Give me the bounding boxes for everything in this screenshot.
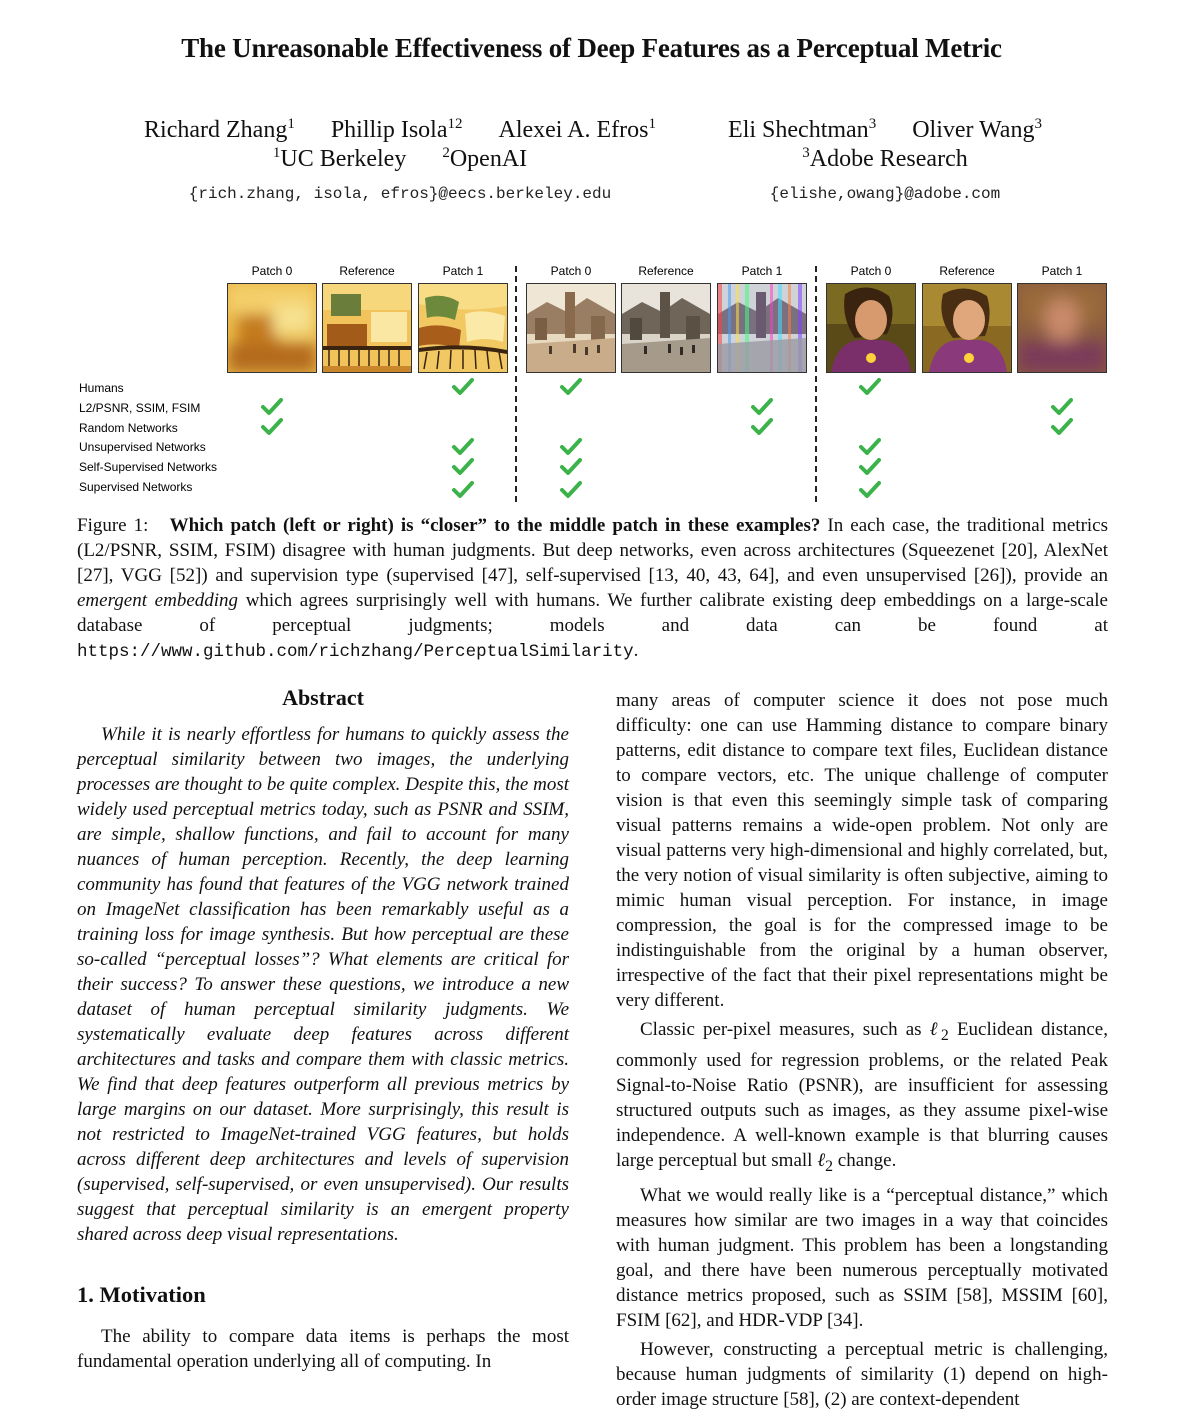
paragraph: The ability to compare data items is perhaps the most fundamental operation underlying all of computing. In	[77, 1326, 569, 1372]
row-label-humans: Humans	[79, 381, 124, 395]
right-column	[616, 688, 1108, 1416]
checkmark-icon	[859, 458, 881, 476]
image-patch-ruins-color-noise	[717, 283, 807, 373]
affiliation-mark: 12	[447, 116, 463, 132]
math-subscript: 2	[825, 1157, 834, 1175]
checkmark-icon	[261, 398, 283, 416]
group-separator	[815, 266, 817, 502]
image-patch-reference-girl	[922, 283, 1012, 373]
paper-title: The Unreasonable Effectiveness of Deep Features as a Perceptual Metric	[181, 33, 1002, 63]
image-patch-ruins-warm	[526, 283, 616, 373]
patch-header: Patch 1	[442, 264, 484, 278]
checkmark-icon	[452, 481, 474, 499]
affiliation-mark: 1	[272, 145, 281, 161]
affiliation-mark: 3	[1034, 116, 1042, 132]
author-name: Oliver Wang	[912, 117, 1035, 143]
author-name: Eli Shechtman	[728, 117, 869, 143]
affiliation-mark: 2	[442, 145, 450, 161]
patch-header: Patch 0	[850, 264, 892, 278]
paragraph: many areas of computer science it does not pose much difficulty: one can use Hamming distance to compare binary patterns, edit distance to compare text files, Euclidean distance to compare vectors, etc. The unique challenge of computer vision is that even this seemingly simple task of comparing visual patterns remains a wide-open problem. Not only are visual patterns very high-dimensional and highly correlated, but, the very notion of visual similarity is often subjective, aiming to mimic human visual perception. For instance, in image compression, the goal is for the compressed image to be indistinguishable from the original by a human observer, irrespective of the fact that their pixel representations might be very different.	[616, 690, 1108, 1011]
patch-header: Reference	[939, 264, 995, 278]
row-label-unsupervised: Unsupervised Networks	[79, 440, 206, 454]
author-email-left: {rich.zhang, isola, efros}@eecs.berkeley.edu	[188, 185, 612, 203]
checkmark-icon	[751, 398, 773, 416]
section-heading-motivation: 1. Motivation	[77, 1282, 206, 1307]
patch-header: Patch 1	[741, 264, 783, 278]
checkmark-icon	[859, 378, 881, 396]
abstract-body: While it is nearly effortless for humans to quickly assess the perceptual similarity between two images, the underlying processes are thought to be quite complex. Despite this, the most widely used perceptual metrics today, such as PSNR and SSIM, are simple, shallow functions, and fail to account for many nuances of human perception. Recently, the deep learning community has found that features of the VGG network trained on ImageNet classification has been remarkably useful as a training loss for image synthesis. But how perceptual are these so-called “perceptual losses”? What elements are critical for their success? To answer these questions, we introduce a new dataset of human perceptual similarity judgments. We systematically evaluate deep features across different architectures and tasks and compare them with classic metrics. We find that deep features outperform all previous metrics by large margins on our dataset. More surprisingly, this result is not restricted to ImageNet-trained VGG features, but holds across different deep architectures and levels of supervision (supervised, self-supervised, or even unsupervised). Our results suggest that perceptual similarity is an emergent property shared across deep visual representations.	[77, 724, 569, 1245]
patch-header: Reference	[339, 264, 395, 278]
image-patch-girl-blurred	[1017, 283, 1107, 373]
patch-header: Patch 0	[550, 264, 592, 278]
caption-emphasis: emergent embedding	[77, 590, 239, 611]
image-patch-reference-building	[322, 283, 412, 373]
author-email-right: {elishe,owang}@adobe.com	[769, 185, 1001, 203]
author-name: Phillip Isola	[330, 117, 448, 143]
affiliation-mark: 1	[287, 116, 295, 132]
checkmark-icon	[452, 378, 474, 396]
affiliation-name: OpenAI	[449, 146, 528, 172]
checkmark-icon	[859, 438, 881, 456]
repository-url[interactable]: https://www.github.com/richzhang/PerceptualSimilarity	[77, 642, 634, 662]
author-name: Richard Zhang	[144, 117, 288, 143]
row-label-l2: L2/PSNR, SSIM, FSIM	[79, 401, 201, 415]
checkmark-icon	[1051, 418, 1073, 436]
caption-text: which agrees surprisingly well with humans. We further calibrate existing deep embeddings on a large-scale database of perceptual judgments; models and data can be found at	[77, 590, 1108, 636]
figure-1	[0, 0, 1183, 505]
checkmark-icon	[560, 378, 582, 396]
patch-header: Patch 1	[1041, 264, 1083, 278]
image-patch-girl-sharp	[826, 283, 916, 373]
caption-lead: Which patch (left or right) is “closer” to the middle patch in these examples?	[169, 515, 821, 536]
caption-end: .	[633, 640, 639, 661]
patch-header: Reference	[638, 264, 694, 278]
checkmark-icon	[560, 481, 582, 499]
image-patch-blurred-building	[227, 283, 317, 373]
group-separator	[515, 266, 517, 502]
math-subscript: 2	[940, 1026, 949, 1044]
paragraph: However, constructing a perceptual metric is challenging, because human judgments of similarity (1) depend on high-order image structure [58], (2) are context-dependent	[616, 1338, 1108, 1410]
checkmark-icon	[751, 418, 773, 436]
affiliation-mark: 3	[868, 116, 877, 132]
math-symbol: ℓ	[817, 1149, 826, 1171]
checkmark-icon	[1051, 398, 1073, 416]
abstract-heading: Abstract	[282, 685, 364, 710]
affiliation-name: UC Berkeley	[280, 146, 407, 172]
image-patch-warped-building	[418, 283, 508, 373]
affiliation-name: Adobe Research	[809, 146, 968, 172]
patch-header: Patch 0	[251, 264, 293, 278]
image-patch-reference-ruins	[621, 283, 711, 373]
paragraph: What we would really like is a “perceptual distance,” which measures how similar are two images in a way that coincides with human judgment. This problem has been a longstanding goal, and there have been numerous perceptually motivated distance metrics proposed, such as SSIM [58], MSSIM [60], FSIM [62], and HDR-VDP [34].	[616, 1184, 1108, 1331]
paragraph	[616, 1017, 1108, 1179]
affiliation-mark: 3	[802, 145, 810, 161]
affiliation-mark: 1	[648, 116, 656, 132]
paragraph-text: Classic per-pixel measures, such as	[640, 1019, 930, 1040]
figure-caption	[77, 513, 1108, 665]
row-label-supervised: Supervised Networks	[79, 480, 193, 494]
author-name: Alexei A. Efros	[498, 117, 649, 143]
checkmark-icon	[859, 481, 881, 499]
row-label-random: Random Networks	[79, 421, 178, 435]
paragraph-text: Euclidean distance, commonly used for regression problems, or the related Peak Signal-to-Noise Ratio (PSNR), are insufficient for assessing structured outputs such as images, as they assume pixel-wise independence. A well-known example is that blurring causes large perceptual but small	[616, 1019, 1108, 1171]
checkmark-icon	[261, 418, 283, 436]
caption-text: In each case, the traditional metrics (L2/PSNR, SSIM, FSIM) disagree with human judgments. But deep networks, even across architectures (Squeezenet [20], AlexNet [27], VGG [52]) and supervision type (supervised [47], self-supervised [13, 40, 43, 64], and even unsupervised [26]), provide an	[77, 515, 1108, 586]
left-column	[77, 685, 569, 1378]
checkmark-icon	[452, 458, 474, 476]
math-symbol: ℓ	[929, 1019, 941, 1040]
checkmark-icon	[560, 438, 582, 456]
checkmark-icon	[452, 438, 474, 456]
checkmark-icon	[560, 458, 582, 476]
caption-prefix: Figure 1:	[77, 515, 149, 536]
paragraph-text: change.	[833, 1149, 897, 1171]
row-label-self-supervised: Self-Supervised Networks	[79, 460, 218, 474]
